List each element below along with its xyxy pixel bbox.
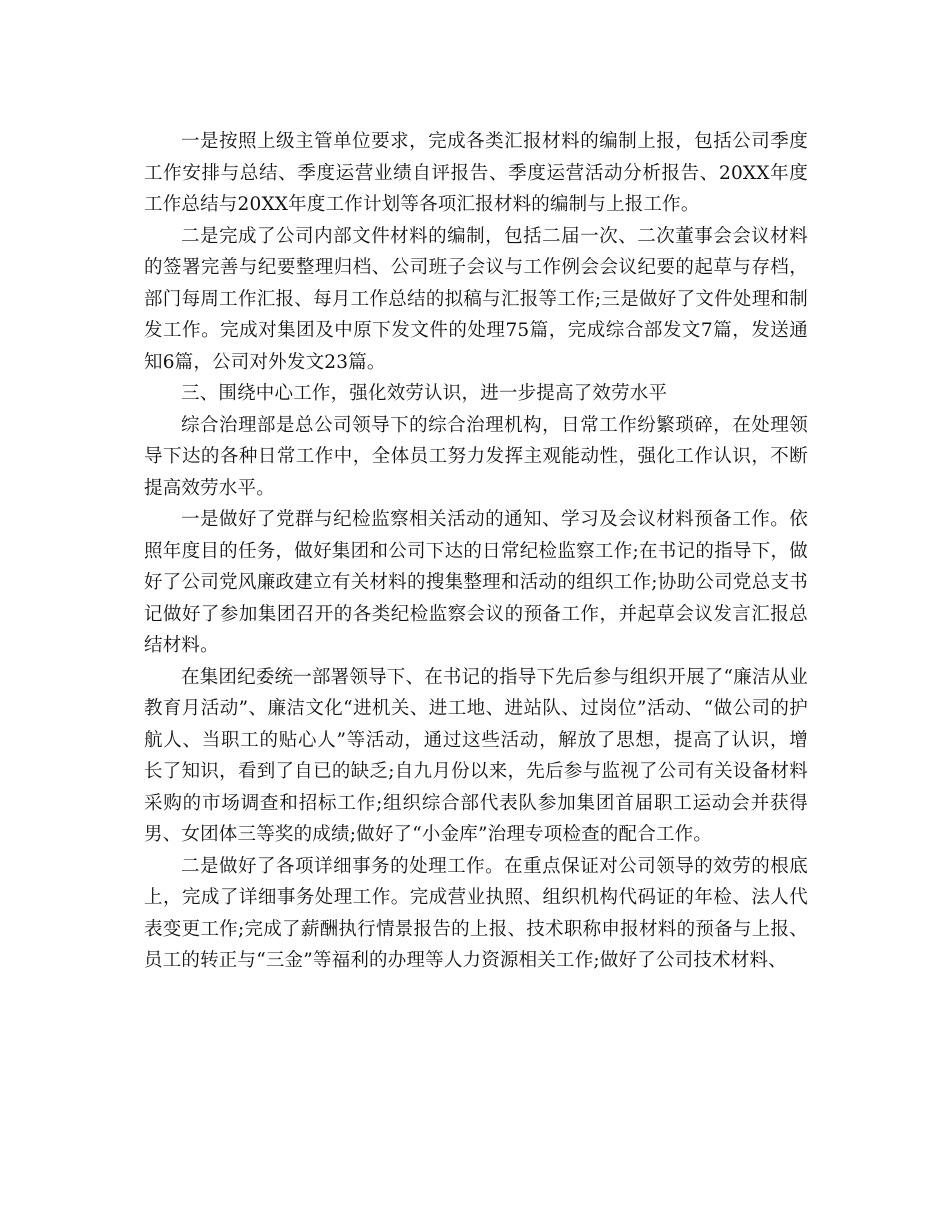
paragraph-5: 一是做好了党群与纪检监察相关活动的通知、学习及会议材料预备工作。依照年度目的任务，做好集团和公司下达的日常纪检监察工作;在书记的指导下，做好了公司党风廉政建立有关材料的搜集整理和活动的组织工作;协助公司党总支书记做好了参加集团召开的各类纪检监察会议的预备工作，并起草会议发言汇报总结材料。 [144,509,808,656]
section-heading-3: 三、围绕中心工作，强化效劳认识，进一步提高了效劳水平 [181,383,668,404]
paragraph-1: 一是按照上级主管单位要求，完成各类汇报材料的编制上报，包括公司季度工作安排与总结、季度运营业绩自评报告、季度运营活动分析报告、20XX年度工作总结与20XX年度工作计划等各项汇报材料的编制与上报工作。 [144,131,808,215]
paragraph-7: 二是做好了各项详细事务的处理工作。在重点保证对公司领导的效劳的根底上，完成了详细事务处理工作。完成营业执照、组织机构代码证的年检、法人代表变更工作;完成了薪酬执行情景报告的上报、技术职称申报材料的预备与上报、员工的转正与“三金”等福利的办理等人力资源相关工作;做好了公司技术材料、 [144,855,808,971]
paragraph-4: 综合治理部是总公司领导下的综合治理机构，日常工作纷繁琐碎，在处理领导下达的各种日常工作中，全体员工努力发挥主观能动性，强化工作认识，不断提高效劳水平。 [144,414,808,499]
paragraph-6: 在集团纪委统一部署领导下、在书记的指导下先后参与组织开展了“廉洁从业教育月活动”、廉洁文化“进机关、进工地、进站队、过岗位”活动、“做公司的护航人、当职工的贴心人”等活动，通过这些活动，解放了思想，提高了认识，增长了知识，看到了自已的缺乏;自九月份以来，先后参与监视了公司有关设备材料采购的市场调查和招标工作;组织综合部代表队参加集团首届职工运动会并获得男、女团体三等奖的成绩;做好了“小金库”治理专项检查的配合工作。 [144,666,808,845]
document-body [144,126,808,977]
paragraph-2: 二是完成了公司内部文件材料的编制，包括二届一次、二次董事会会议材料的签署完善与纪要整理归档、公司班子会议与工作例会会议纪要的起草与存档，部门每周工作汇报、每月工作总结的拟稿与汇报等工作;三是做好了文件处理和制发工作。完成对集团及中原下发文件的处理75篇，完成综合部发文7篇，发送通知6篇，公司对外发文23篇。 [144,225,808,373]
